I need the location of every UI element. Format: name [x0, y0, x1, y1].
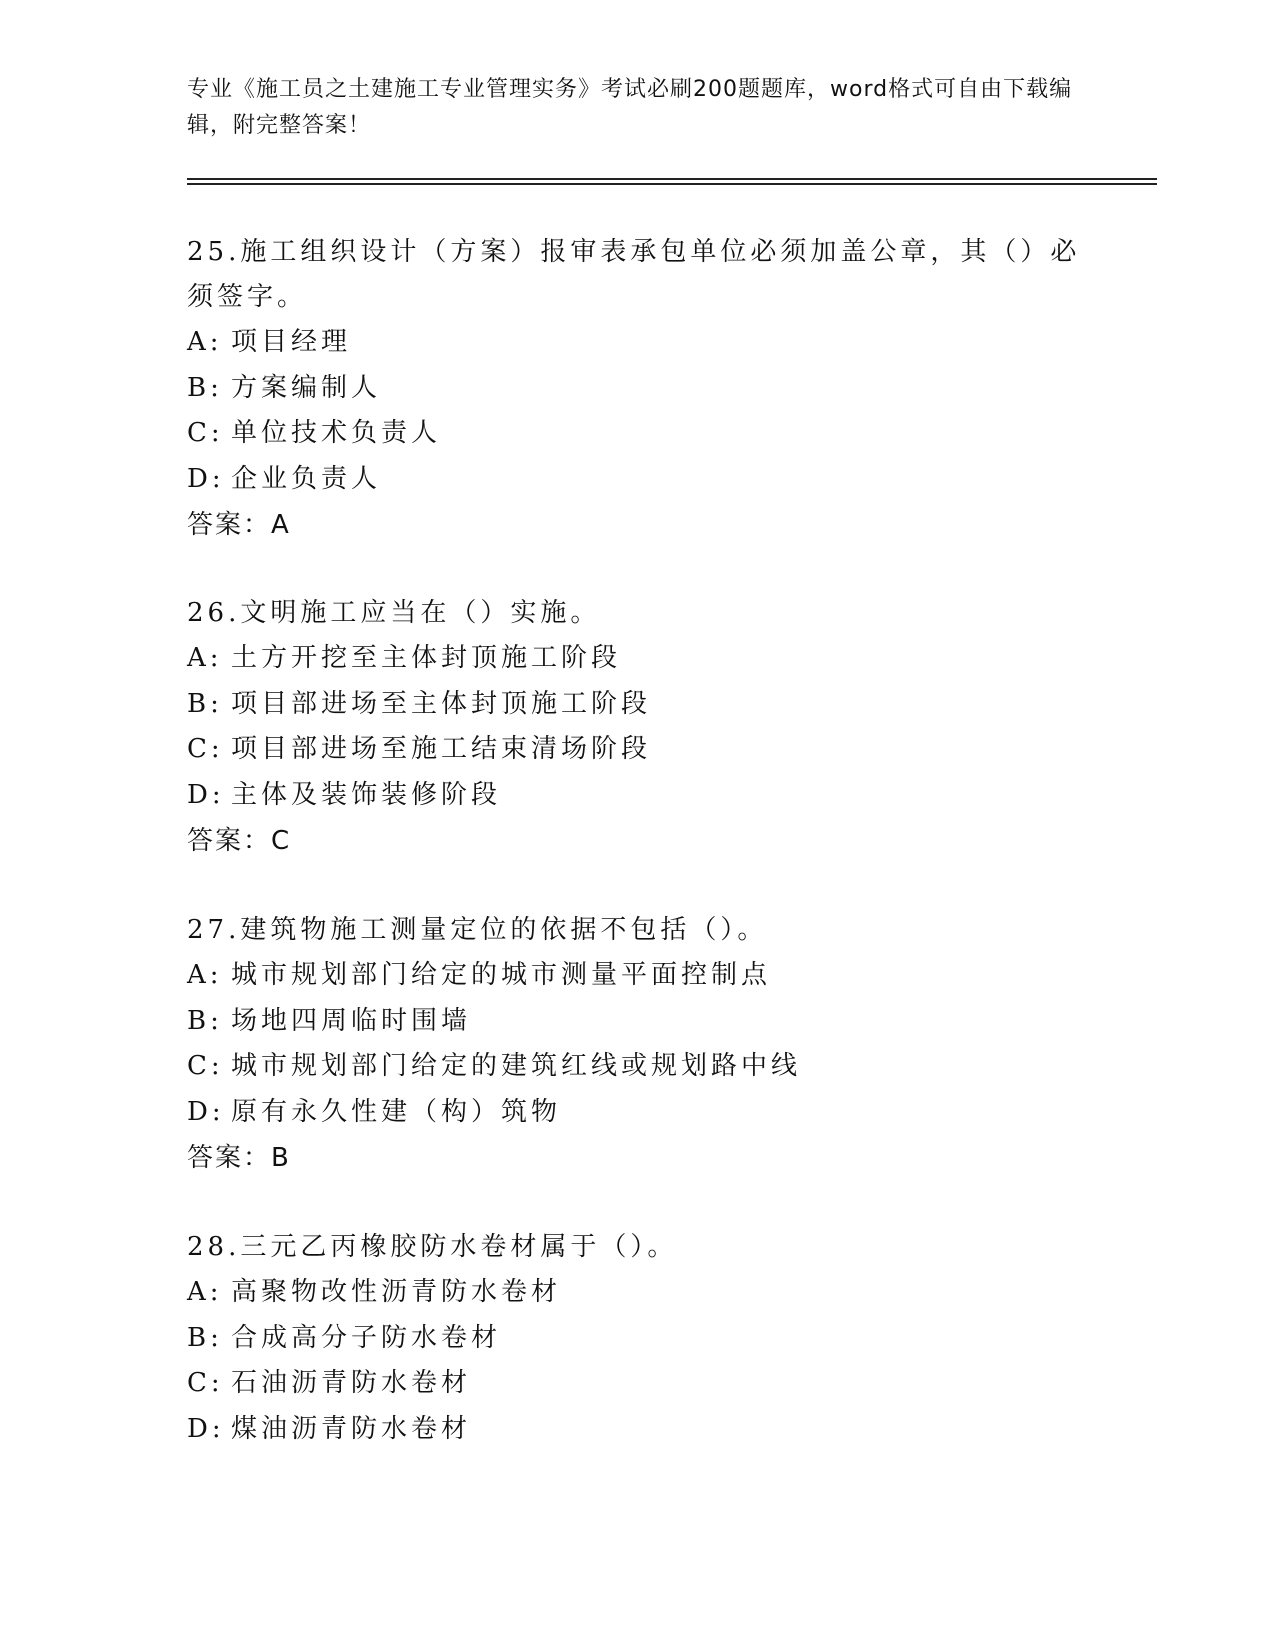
option-letter: C: — [187, 418, 224, 448]
option-b — [187, 366, 1087, 412]
option-text: 高聚物改性沥青防水卷材 — [231, 1277, 562, 1307]
question-25 — [187, 230, 1087, 548]
option-text: 方案编制人 — [231, 372, 382, 403]
answer-line: 答案：B — [187, 1143, 291, 1173]
option-d — [187, 457, 1087, 503]
option-letter: C: — [187, 1051, 224, 1081]
option-a — [187, 320, 1087, 366]
option-text: 企业负责人 — [231, 463, 382, 494]
option-letter: B: — [187, 1322, 223, 1353]
option-b — [187, 1316, 1087, 1362]
option-a — [187, 953, 1087, 999]
question-28 — [187, 1225, 1087, 1452]
option-text: 主体及装饰装修阶段 — [231, 779, 502, 810]
header-divider-bottom — [187, 183, 1157, 185]
option-d — [187, 1090, 1087, 1136]
option-letter: B: — [187, 372, 223, 403]
option-text: 煤油沥青防水卷材 — [231, 1413, 472, 1444]
question-stem: 28.三元乙丙橡胶防水卷材属于（）。 — [187, 1232, 678, 1262]
option-text: 城市规划部门给定的城市测量平面控制点 — [231, 960, 772, 990]
option-b — [187, 682, 1087, 728]
option-b — [187, 999, 1087, 1045]
answer-line: 答案：A — [187, 510, 291, 540]
option-c — [187, 1044, 1087, 1090]
option-letter: D: — [187, 463, 225, 494]
option-letter: D: — [187, 1413, 225, 1444]
document-intro: 专业《施工员之土建施工专业管理实务》考试必刷200题题库，word格式可自由下载编辑，附完整答案！ — [187, 77, 1073, 138]
option-text: 原有永久性建（构）筑物 — [231, 1096, 562, 1127]
option-d — [187, 1407, 1087, 1453]
option-text: 合成高分子防水卷材 — [231, 1322, 502, 1353]
option-c — [187, 411, 1087, 457]
option-c — [187, 727, 1087, 773]
question-26 — [187, 591, 1087, 864]
option-letter: C: — [187, 1368, 224, 1398]
option-letter: B: — [187, 688, 223, 719]
option-letter: A: — [187, 960, 223, 990]
option-letter: A: — [187, 327, 223, 357]
option-letter: B: — [187, 1005, 223, 1036]
option-letter: D: — [187, 779, 225, 810]
option-letter: D: — [187, 1096, 225, 1127]
option-text: 城市规划部门给定的建筑红线或规划路中线 — [231, 1051, 802, 1081]
option-text: 石油沥青防水卷材 — [231, 1368, 472, 1398]
option-text: 场地四周临时围墙 — [231, 1005, 472, 1036]
option-text: 单位技术负责人 — [231, 418, 442, 448]
option-letter: A: — [187, 643, 223, 673]
option-a — [187, 636, 1087, 682]
answer-line: 答案：C — [187, 826, 292, 856]
option-c — [187, 1361, 1087, 1407]
option-letter: A: — [187, 1277, 223, 1307]
question-27 — [187, 908, 1087, 1181]
question-stem: 26.文明施工应当在（）实施。 — [187, 598, 601, 628]
option-d — [187, 773, 1087, 819]
question-stem: 27.建筑物施工测量定位的依据不包括（）。 — [187, 915, 768, 945]
option-text: 项目部进场至主体封顶施工阶段 — [231, 688, 652, 719]
option-a — [187, 1270, 1087, 1316]
question-stem: 25.施工组织设计（方案）报审表承包单位必须加盖公章，其（）必须签字。 — [187, 237, 1081, 312]
option-text: 项目经理 — [231, 327, 352, 357]
option-letter: C: — [187, 734, 224, 764]
option-text: 项目部进场至施工结束清场阶段 — [231, 734, 652, 764]
header-divider-top — [187, 178, 1157, 180]
option-text: 土方开挖至主体封顶施工阶段 — [231, 643, 622, 673]
